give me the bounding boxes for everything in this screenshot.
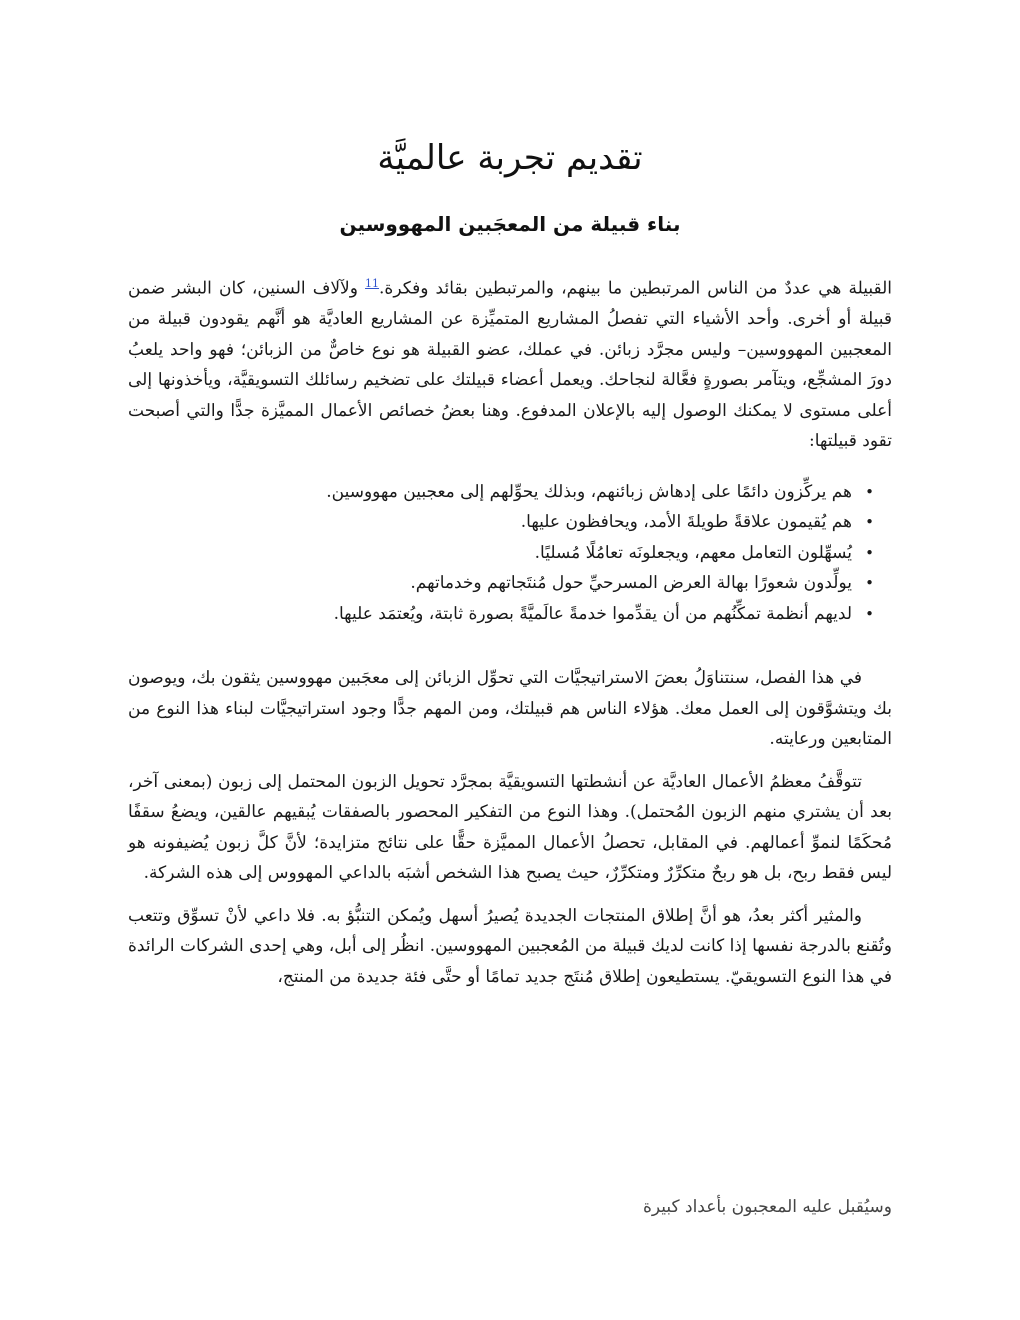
chapter-title: تقديم تجربة عالميَّة [377,138,643,178]
list-item-text: لديهم أنظمة تمكِّنُهم من أن يقدِّموا خدمةً عالَميَّةً بصورة ثابتة، ويُعتمَد عليها. [333,603,852,624]
cut-off-line: وسيُقبل عليه المعجبون بأعداد كبيرة [642,1197,892,1217]
paragraph-text: ولآلاف السنين، كان البشر ضمن قبيلة أو أخرى. وأحد الأشياء التي تفصلُ المشاريع المتميِّزة عن المشاريع العاديَّة هو أنَّهم يقودون قبيلة من المعجبين المهووسين– وليس مجرَّد زبائن. في عملك، عضو القبيلة هو نوع خاصٌّ من الزبائن؛ فهو واحد يلعبُ دورَ المشجِّع، ويتآمر بصورةٍ فعَّالة لنجاحك. ويعمل أعضاء قبيلتك على تضخيم رسائلك التسويقيَّة، ويأخذونها إلى أعلى مستوى لا يمكنك الوصول إليه بالإعلان المدفوع. وهنا بعضُ خصائص الأعمال المميَّزة جدًّا والتي أصبحت تقود قبيلتها: [128,278,892,452]
bullet-icon: • [865,513,874,532]
list-item-text: يولِّدون شعورًا بهالة العرض المسرحيِّ حول مُنتَجاتهم وخدماتهم. [410,573,852,594]
paragraph-text: القبيلة هي عددٌ من الناس المرتبطين ما بينهم، والمرتبطين بقائد وفكرة. [379,278,892,299]
list-item-text: يُسهِّلون التعامل معهم، ويجعلونَه تعامُلًا مُسليًا. [534,542,852,563]
characteristics-list [128,477,892,630]
section-title: بناء قبيلة من المعجَبين المهووسين [339,212,681,236]
list-item-text: هم يُقيمون علاقةً طويلةَ الأمد، ويحافظون عليها. [520,512,852,533]
bullet-icon: • [865,574,874,593]
list-item [128,507,874,538]
list-item [128,568,874,599]
list-item [128,538,874,569]
paragraph-transactional: تتوقَّفُ معظمُ الأعمال العاديَّة عن أنشطتها التسويقيَّة بمجرَّد تحويل الزبون المحتمل إلى زبون (بمعنى آخر، بعد أن يشتري منهم الزبون المُحتمل). وهذا النوع من التفكير المحصور بالصفقات يُبقيهم عالقين، ويضعُ سقفًا مُحكَمًا لنموِّ أعمالهم. في المقابل، تحصلُ الأعمال المميَّزة حقًّا على نتائج متزايدة؛ لأنَّ كلَّ زبون يُضيفونه هو ليس فقط ربح، بل هو ربحٌ متكرِّرٌ ومتكرِّرٌ، حيث يصبح هذا الشخص أشبَه بالداعي المهووس إلى هذه الشركة. [128,771,892,884]
paragraph-product-launch: والمثير أكثر بعدُ، هو أنَّ إطلاق المنتجات الجديدة يُصيرُ أسهل ويُمكن التنبُّؤ به. فلا داعي لأنْ تسوِّق وتتعب وتُقنع بالدرجة نفسها إذا كانت لديك قبيلة من المُعجبين المهووسين. انظُر إلى أبل، وهي إحدى الشركات الرائدة في هذا النوع التسويقيّ. يستطيعون إطلاق مُنتَج جديد تمامًا أو حتَّى فئة جديدة من المنتج، [128,905,892,987]
list-item-text: هم يركِّزون دائمًا على إدهاش زبائنهم، وبذلك يحوِّلهم إلى معجبين مهووسين. [326,481,852,502]
paragraph-chapter-intro: في هذا الفصل، سنتناوَلُ بعضَ الاستراتيجيَّات التي تحوِّل الزبائن إلى معجَبين مهووسين يثقون بك، ويوصون بك ويتشوَّقون إلى العمل معك. هؤلاء الناس هم قبيلتك، ومن المهم جدًّا وجود استراتيجيَّات لبناء هذا النوع من المتابعين ورعايته. [128,668,892,750]
footnote-link[interactable]: 11 [365,277,380,290]
page-content [128,128,892,992]
bullet-icon: • [865,604,874,623]
list-item [128,477,874,508]
paragraph-tribe-definition [128,268,892,457]
bullet-icon: • [865,482,874,501]
bullet-icon: • [865,543,874,562]
list-item [128,599,874,630]
footnote-ref[interactable] [365,275,379,291]
